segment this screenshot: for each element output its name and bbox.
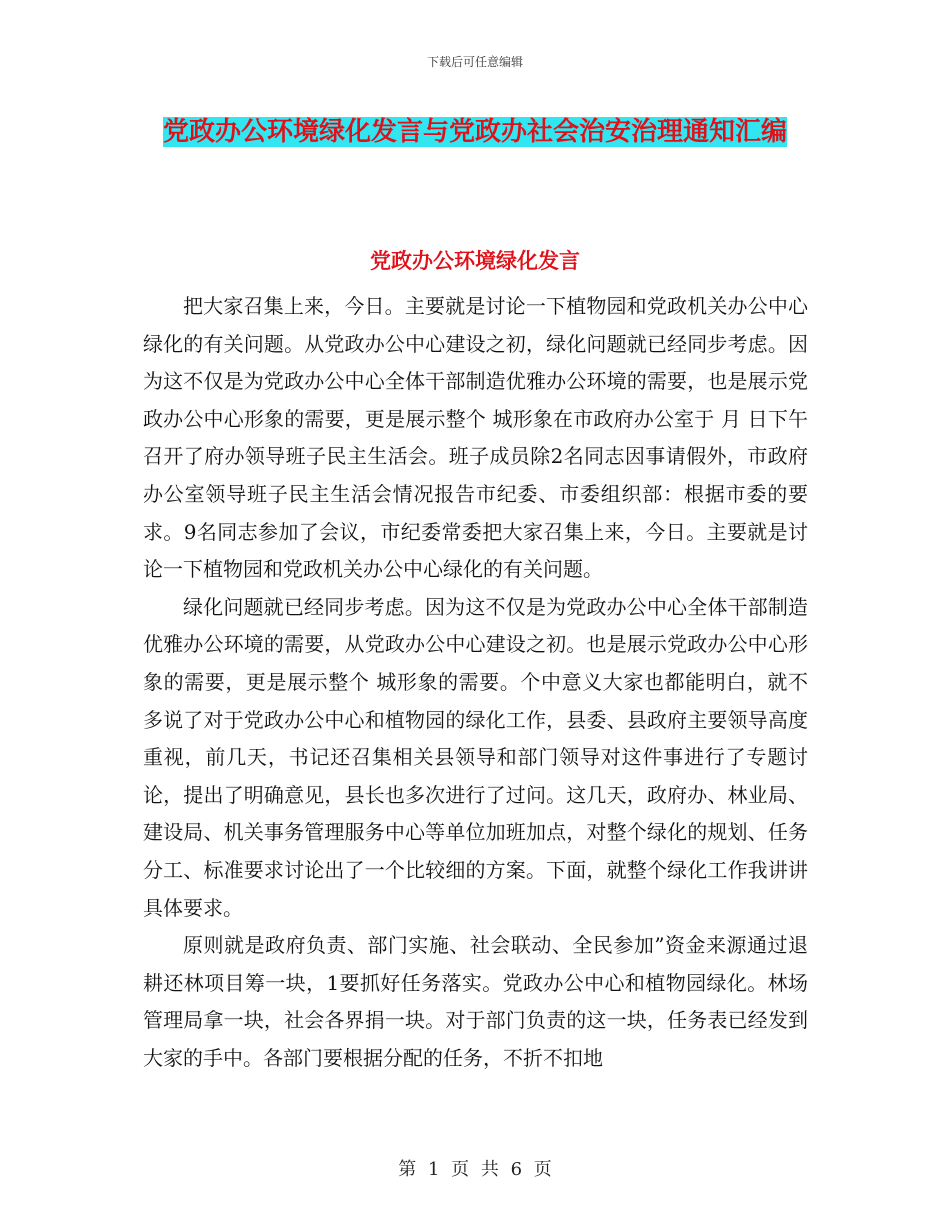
- document-title-text: 党政办公环境绿化发言与党政办社会治安治理通知汇编: [162, 117, 787, 147]
- header-note: 下载后可任意编辑: [426, 55, 523, 69]
- paragraph: 原则就是政府负责、部门实施、社会联动、全民参加”资金来源通过退耕还林项目筹一块，1要抓好任务落实。党政办公中心和植物园绿化。林场管理局拿一块，社会各界捐一块。对于部门负责的这一块，任务表已经发到大家的手中。各部门要根据分配的任务，不折不扣地: [143, 933, 808, 1070]
- page-footer: 第 1 页 共 6 页: [398, 1159, 552, 1180]
- paragraph: 绿化问题就已经同步考虑。因为这不仅是为党政办公中心全体干部制造优雅办公环境的需要，从党政办公中心建设之初。也是展示党政办公中心形象的需要，更是展示整个 城形象的需要。个中意义大家也都能明白，就不多说了对于党政办公中心和植物园的绿化工作，县委、县政府主要领导高度重视，前几天，书记还召集相关县领导和部门领导对这件事进行了专题讨论，提出了明确意见，县长也多次进行了过问。这几天，政府办、林业局、建设局、机关事务管理服务中心等单位加班加点，对整个绿化的规划、任务分工、标准要求讨论出了一个比较细的方案。下面，就整个绿化工作我讲讲具体要求。: [143, 594, 808, 920]
- body-text: [143, 288, 808, 1077]
- section-title: 党政办公环境绿化发言: [370, 248, 580, 273]
- paragraph: 把大家召集上来，今日。主要就是讨论一下植物园和党政机关办公中心绿化的有关问题。从党政办公中心建设之初，绿化问题就已经同步考虑。因为这不仅是为党政办公中心全体干部制造优雅办公环境的需要，也是展示党政办公中心形象的需要，更是展示整个 城形象在市政府办公室于 月 日下午召开了府办领导班子民主生活会。班子成员除2名同志因事请假外，市政府办公室领导班子民主生活会情况报告市纪委、市委组织部：根据市委的要求。9名同志参加了会议，市纪委常委把大家召集上来，今日。主要就是讨论一下植物园和党政机关办公中心绿化的有关问题。: [143, 294, 808, 582]
- document-title: [140, 108, 810, 156]
